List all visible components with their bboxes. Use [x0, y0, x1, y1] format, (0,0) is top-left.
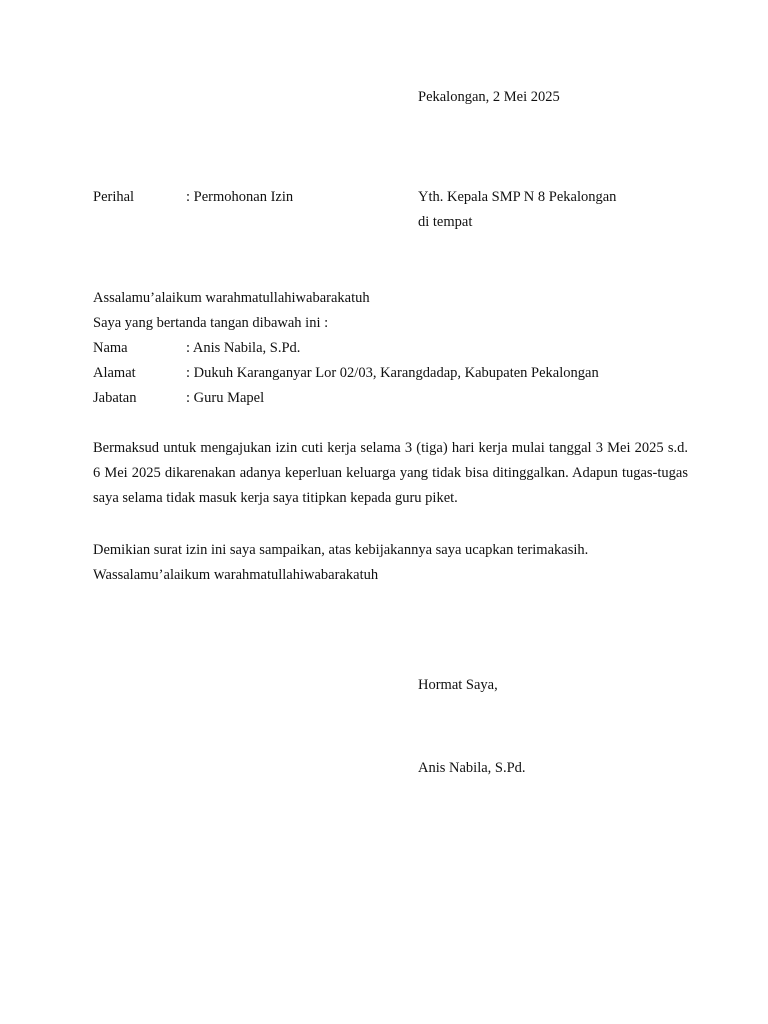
- identity-value: : Anis Nabila, S.Pd.: [186, 340, 301, 356]
- body-text: Bermaksud untuk mengajukan izin cuti kerja selama 3 (tiga) hari kerja mulai tanggal 3 Mei 2025 s.d. 6 Mei 2025 dikarenakan adanya keperluan keluarga yang tidak bisa ditinggalkan. Adapun tugas-tugas saya selama tidak masuk kerja saya titipkan kepada guru piket.: [93, 440, 688, 506]
- identity-label: Jabatan: [93, 390, 137, 406]
- identity-value: : Guru Mapel: [186, 390, 265, 406]
- closing-line-2: Wassalamu’alaikum warahmatullahiwabarakatuh: [93, 567, 379, 583]
- signature-name: Anis Nabila, S.Pd.: [418, 760, 526, 776]
- subject-label: Perihal: [93, 189, 135, 205]
- identity-row-position: [93, 389, 688, 407]
- identity-row-address: [93, 364, 688, 382]
- identity-value: : Dukuh Karanganyar Lor 02/03, Karangdadap, Kabupaten Pekalongan: [186, 365, 599, 381]
- intro-line: Saya yang bertanda tangan dibawah ini :: [93, 315, 329, 331]
- place-date: Pekalongan, 2 Mei 2025: [418, 89, 560, 105]
- greeting: Assalamu’alaikum warahmatullahiwabarakatuh: [93, 290, 370, 306]
- identity-label: Alamat: [93, 365, 136, 381]
- recipient-line-1: Yth. Kepala SMP N 8 Pekalongan: [418, 189, 617, 205]
- recipient-line-2: di tempat: [418, 214, 473, 230]
- signature-salutation: Hormat Saya,: [418, 677, 498, 693]
- subject-row: [93, 188, 393, 206]
- identity-row-name: [93, 339, 688, 357]
- identity-label: Nama: [93, 340, 128, 356]
- body-paragraph: [93, 436, 688, 511]
- closing-line-1: Demikian surat izin ini saya sampaikan, atas kebijakannya saya ucapkan terimakasih.: [93, 542, 589, 558]
- subject-value: : Permohonan Izin: [186, 189, 294, 205]
